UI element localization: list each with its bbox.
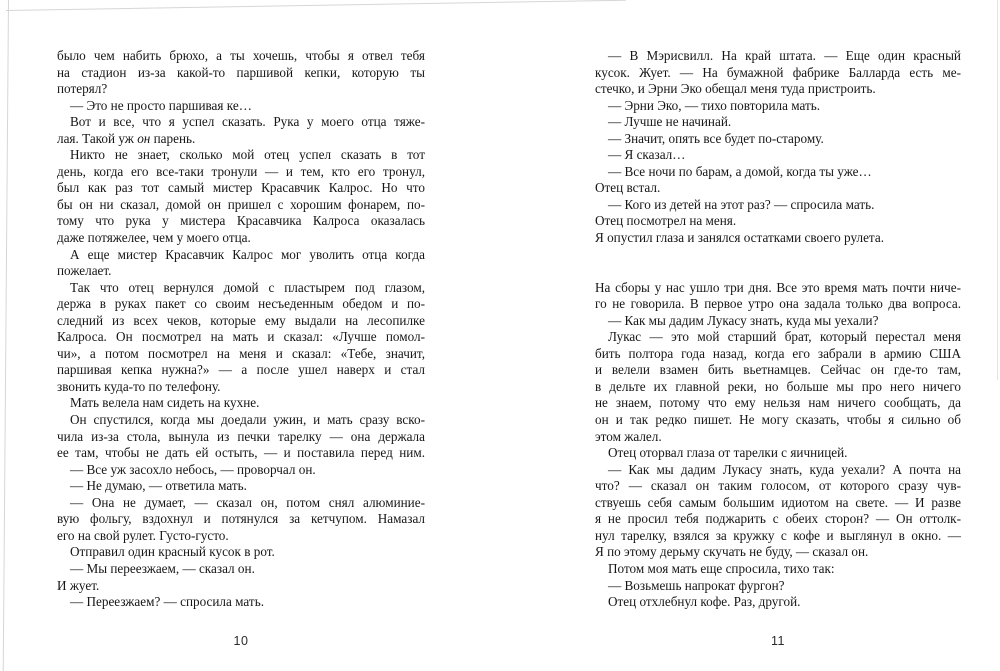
text-line: ствуешь себя самым большим идиотом на свете. — И разве — [595, 494, 961, 510]
text-line: — Переезжаем? — спросила мать. — [70, 594, 265, 610]
text-line: Никто не знает, сколько мой отец успел сказать в тот — [70, 147, 425, 163]
text-line: пожелает. — [57, 263, 112, 279]
text-line: — Лучше не начинай. — [608, 114, 732, 130]
text-line: чила из-за стола, вынула из печки тарелку — она держала — [57, 428, 425, 444]
text-line: не знаем, потому что ему нельзя нам ничего сообщать, да — [595, 395, 961, 411]
text-line: го не говорила. В первое утро она задала только два вопроса. — [595, 296, 961, 312]
text-line: следний из всех чеков, которые ему выдали на лесопилке — [57, 312, 425, 328]
text-line: в дельте их главной реки, но больше мы про него ничего — [595, 378, 961, 394]
text-line: — Возьмешь напрокат фургон? — [608, 577, 785, 593]
text-line: Он спустился, когда мы доедали ужин, и мать сразу вско- — [70, 412, 425, 428]
text-line: я не просил тебя поджарить с обеих сторон? — Он оттолк- — [595, 511, 961, 527]
text-line: ее там, чтобы не дать ей остыть, — и поставила перед ним. — [57, 445, 425, 461]
text-line: Так что отец вернулся домой с пластырем под глазом, — [70, 279, 425, 295]
text-line: — Все ночи по барам, а домой, когда ты уже… — [608, 163, 872, 179]
blank-line — [595, 247, 961, 264]
text-line: На сборы у нас ушло три дня. Все это время мать почти ниче- — [595, 279, 961, 295]
text-line: было чем набить брюхо, а ты хочешь, чтобы я отвел тебя — [57, 48, 425, 63]
text-line: Я по этому дерьму скучать не буду, — сказал он. — [595, 544, 869, 560]
text-line: Калроса. Он посмотрел на мать и сказал: «Лучше помол- — [57, 329, 425, 345]
page-right — [595, 48, 961, 671]
scan-edge-top — [6, 0, 626, 11]
text-line: что? — сказал он таким голосом, от которого сразу чув- — [595, 478, 961, 494]
text-line: кусок. Жует. — На бумажной фабрике Балларда есть ме- — [595, 64, 961, 80]
text-line: — Как мы дадим Лукасу знать, куда мы уехали? — [608, 312, 879, 328]
text-line: тому что рука у мистера Красавчика Калроса оказалась — [57, 213, 425, 229]
text-line: Отец встал. — [595, 180, 661, 196]
scan-edge-right — [997, 0, 998, 380]
text-line: день, когда его все-таки тронули — и тем, кто его тронул, — [57, 163, 425, 179]
text-line: Лукас — это мой старший брат, который перестал меня — [608, 329, 961, 345]
text-line: Отец оторвал глаза от тарелки с яичницей. — [608, 445, 848, 461]
text-line: — Это не просто паршивая ке… — [70, 97, 252, 113]
text-line: бить полтора года назад, когда его забрали в армию США — [595, 345, 961, 361]
text-line: звонить куда-то по телефону. — [57, 378, 221, 394]
text-line: Я опустил глаза и занялся остатками своего рулета. — [595, 230, 885, 246]
page-left-text-column — [57, 48, 425, 611]
text-line: на стадион из-за какой-то паршивой кепки, которую ты — [57, 64, 425, 80]
text-line: чи», а потом посмотрел на меня и сказал: «Тебе, значит, — [57, 345, 425, 361]
text-line: Потом моя мать еще спросила, тихо так: — [608, 560, 835, 576]
text-line: нул тарелку, взялся за кружку с кофе и выглянул в окно. — — [595, 527, 961, 543]
page-left — [57, 48, 425, 671]
text-line: — В Мэрисвилл. На край штата. — Еще один красный — [608, 48, 961, 63]
text-line: — Не думаю, — ответила мать. — [70, 478, 247, 494]
text-line: стечко, и Эрни Эко обещал меня туда пристроить. — [595, 81, 876, 97]
text-line: И жует. — [57, 577, 100, 593]
text-line: Отправил один красный кусок в рот. — [70, 544, 275, 560]
text-line: он и так редко пишет. Не могу сказать, чтобы я сильно об — [595, 412, 961, 428]
text-line: его на свой рулет. Густо-густо. — [57, 527, 229, 543]
text-line: паршивая кепка нужна?» — а после ушел наверх и стал — [57, 362, 425, 378]
text-line: и велели взамен бить вьетнамцев. Сейчас он где-то там, — [595, 362, 961, 378]
text-line: Отец посмотрел на меня. — [595, 213, 737, 229]
scan-edge-left — [3, 0, 9, 671]
text-line: — Значит, опять все будет по-старому. — [608, 130, 824, 146]
blank-line — [595, 263, 961, 280]
text-line: А еще мистер Красавчик Калрос мог уволить отца когда — [70, 246, 425, 262]
text-line: — Эрни Эко, — тихо повторила мать. — [608, 97, 821, 113]
text-line: — Все уж засохло небось, — проворчал он. — [70, 461, 316, 477]
text-line: бы он ни сказал, домой он пришел с хорошим фонарем, по- — [57, 196, 425, 212]
text-line: — Я сказал… — [608, 147, 686, 163]
text-line: — Она не думает, — сказал он, потом снял алюминие- — [70, 494, 425, 510]
text-line: держа в руках пакет со своим несъеденным обедом и по- — [57, 296, 425, 312]
page-right-text-column — [595, 48, 961, 611]
text-line: Мать велела нам сидеть на кухне. — [70, 395, 260, 411]
text-line: — Мы переезжаем, — сказал он. — [70, 560, 255, 576]
page-number-right: 11 — [771, 634, 785, 648]
text-line: — Кого из детей на этот раз? — спросила мать. — [608, 196, 875, 212]
text-line: — Как мы дадим Лукасу знать, куда уехали? А почта на — [608, 461, 961, 477]
page-number-left: 10 — [233, 634, 249, 648]
text-line: даже потяжелее, чем у моего отца. — [57, 230, 251, 246]
text-line: Отец отхлебнул кофе. Раз, другой. — [608, 594, 801, 610]
text-line: этом жалел. — [595, 428, 662, 444]
text-line: потерял? — [57, 81, 108, 97]
text-line: вую фольгу, вздохнул и потянулся за кетчупом. Намазал — [57, 511, 425, 527]
text-line: был как раз тот самый мистер Красавчик Калрос. Но что — [57, 180, 425, 196]
text-line: Вот и все, что я успел сказать. Рука у моего отца тяже- — [70, 114, 425, 130]
text-line: лая. Такой уж он парень. — [57, 130, 196, 146]
